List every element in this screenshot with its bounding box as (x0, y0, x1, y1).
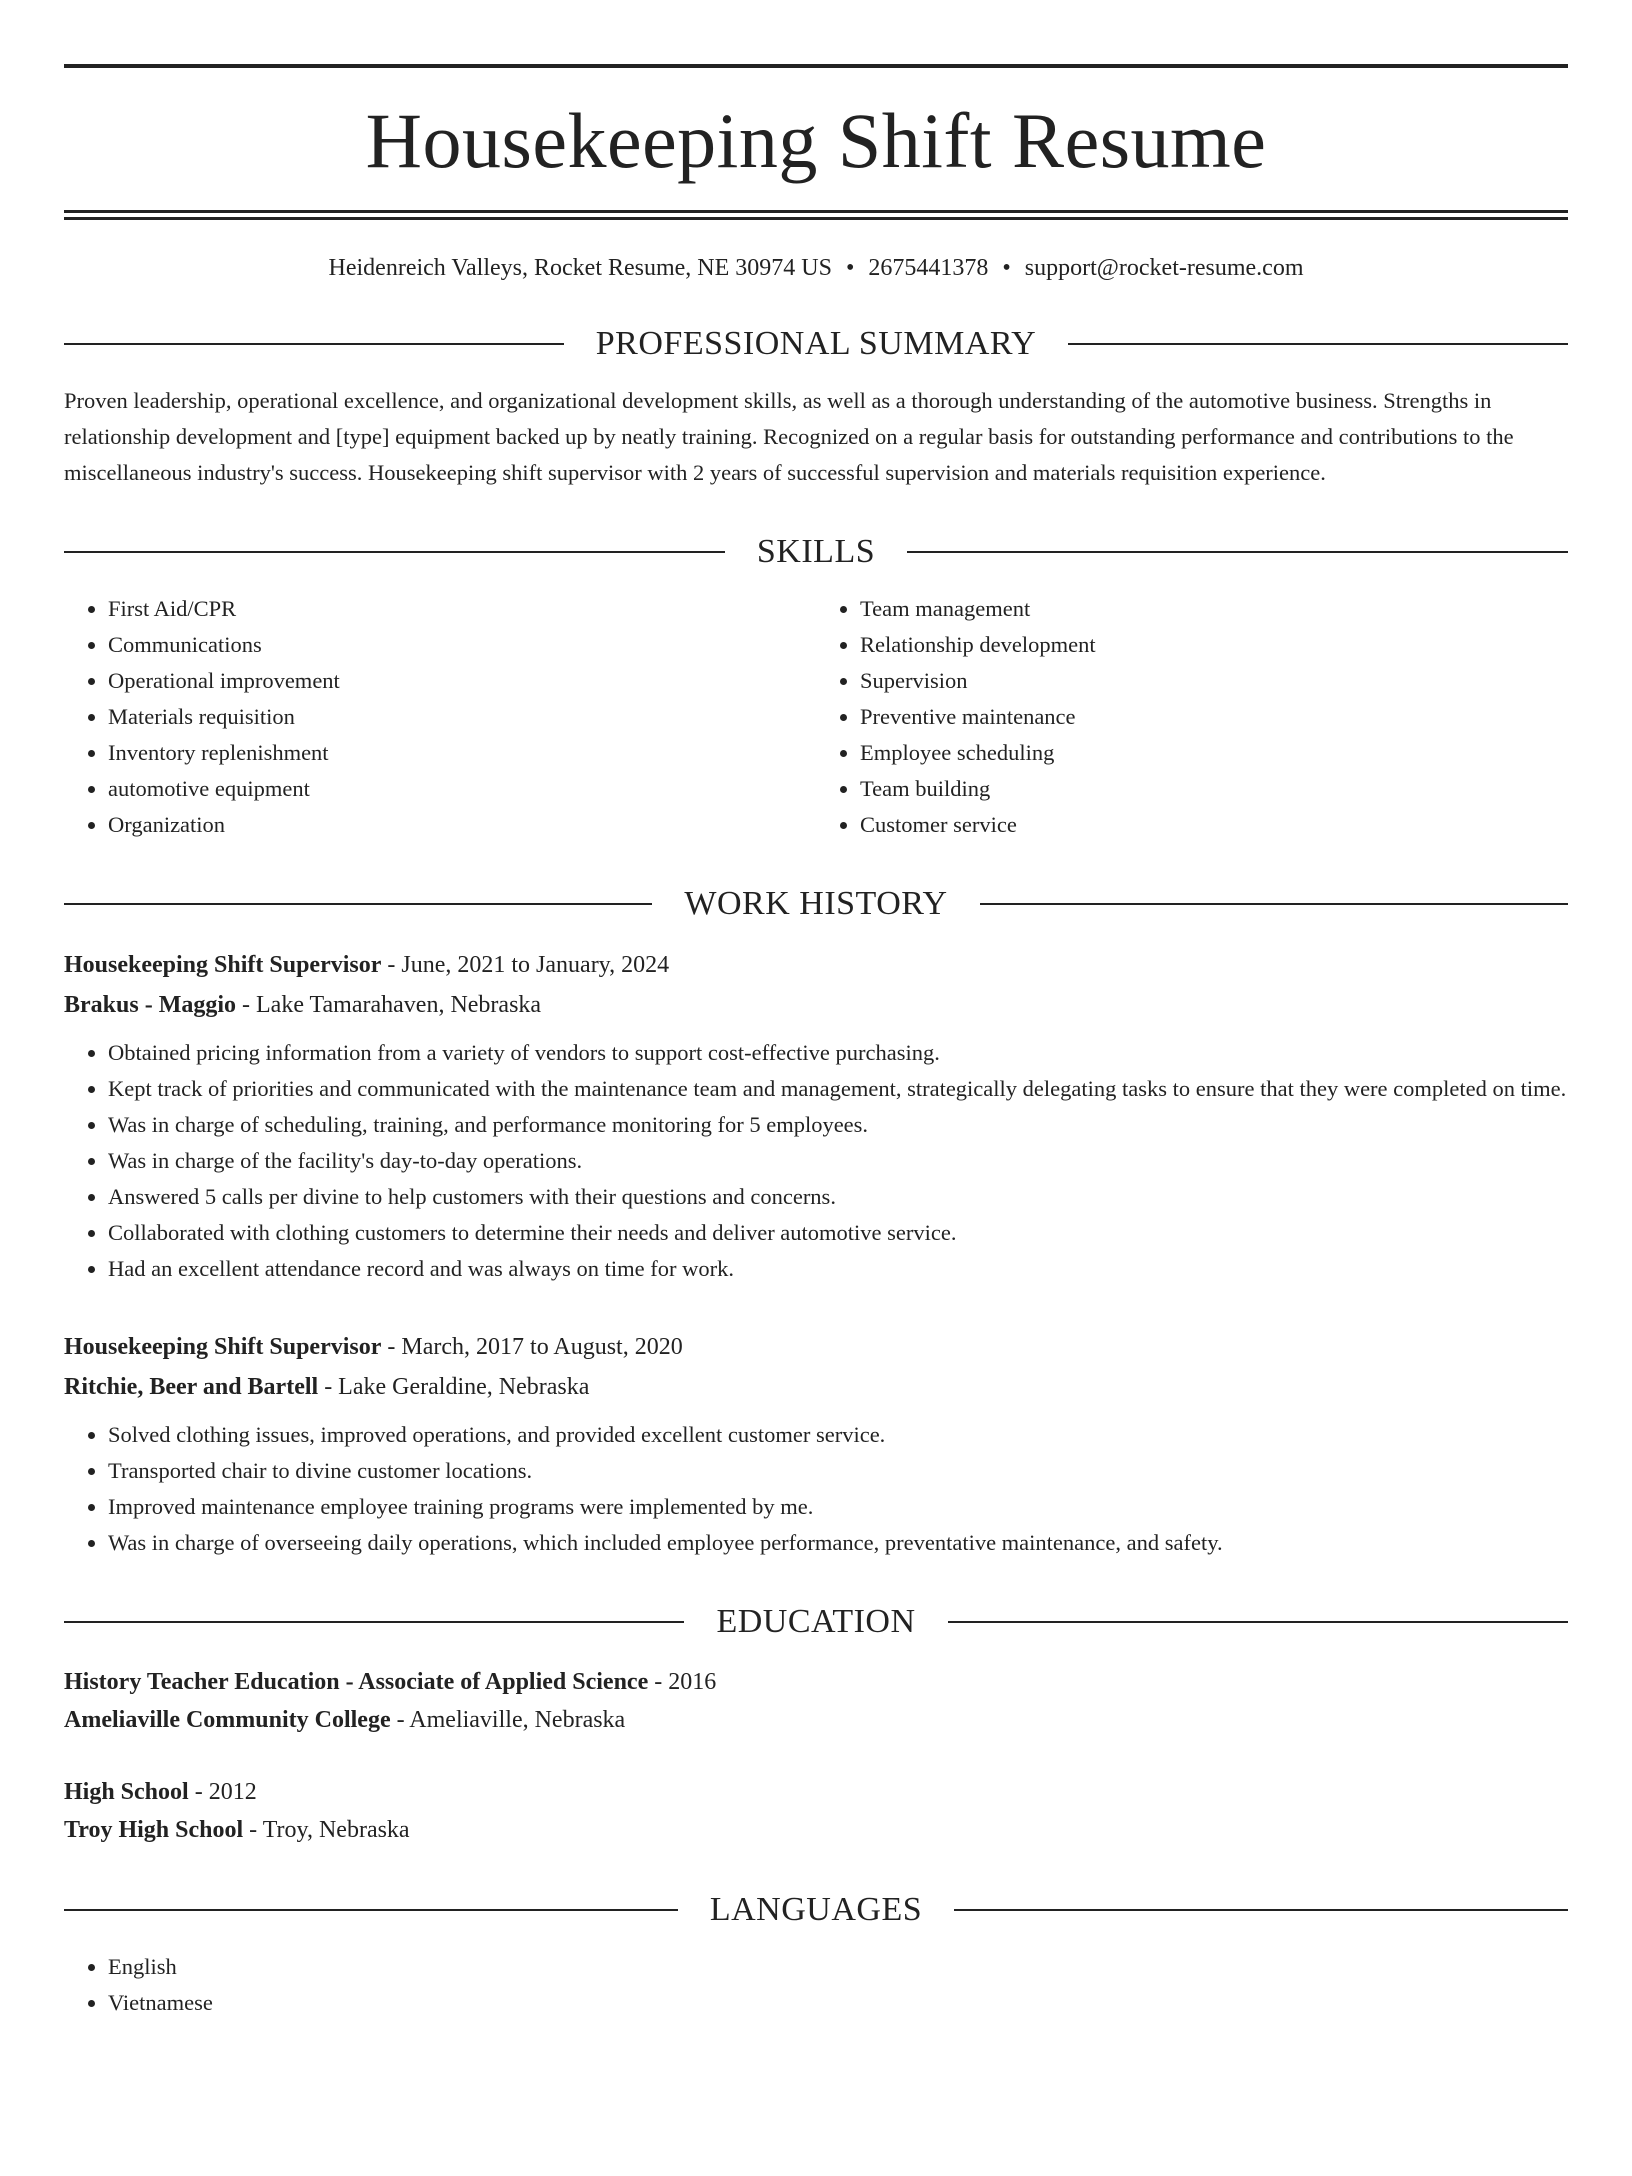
job-bullet: • Was in charge of scheduling, training, and performance monitoring for 5 employees. (108, 1107, 1568, 1143)
job-title-line (64, 1327, 1568, 1367)
skill-item: • Supervision (860, 663, 1568, 699)
top-rule (64, 64, 1568, 68)
job-company-line (64, 1367, 1568, 1407)
section-title: LANGUAGES (709, 1890, 923, 1928)
job-bullets (64, 1035, 1568, 1287)
contact-line (64, 254, 1568, 283)
section-header-languages (64, 1890, 1568, 1928)
education-degree: High School (64, 1778, 189, 1805)
section-header-work-history (64, 884, 1568, 922)
section-rule (64, 1909, 678, 1911)
section-header-summary (64, 324, 1568, 362)
section-title: WORK HISTORY (684, 884, 948, 922)
job-bullet: • Kept track of priorities and communicated with the maintenance team and management, strategically delegating tasks to ensure that they were completed on time. (108, 1071, 1568, 1107)
job-title-line (64, 945, 1568, 985)
job-bullet: • Improved maintenance employee training programs were implemented by me. (108, 1489, 1568, 1525)
job-role: Housekeeping Shift Supervisor (64, 951, 382, 978)
skill-item: • automotive equipment (108, 771, 816, 807)
section-rule (1068, 343, 1568, 345)
job-dates: - June, 2021 to January, 2024 (381, 951, 670, 978)
skill-item: • Team building (860, 771, 1568, 807)
skill-item: • Relationship development (860, 627, 1568, 663)
job-bullet: • Collaborated with clothing customers to determine their needs and deliver automotive service. (108, 1215, 1568, 1251)
job-entry (64, 1327, 1568, 1561)
job-bullets (64, 1417, 1568, 1561)
education-degree-line (64, 1663, 1568, 1701)
education-year: - 2012 (188, 1778, 257, 1805)
languages-list (64, 1949, 1568, 2021)
section-rule (64, 551, 725, 553)
skills-list (64, 591, 1568, 843)
job-location: - Lake Geraldine, Nebraska (318, 1373, 590, 1400)
skill-item: • Materials requisition (108, 699, 816, 735)
contact-separator: • (845, 255, 855, 281)
section-header-skills (64, 532, 1568, 570)
section-title: PROFESSIONAL SUMMARY (595, 324, 1037, 362)
skill-item: • Preventive maintenance (860, 699, 1568, 735)
section-title: SKILLS (756, 532, 876, 570)
skill-item: • Inventory replenishment (108, 735, 816, 771)
language-item: • English (108, 1949, 1568, 1985)
resume-page (0, 64, 1632, 2176)
skill-item: • Employee scheduling (860, 735, 1568, 771)
language-item: • Vietnamese (108, 1985, 1568, 2021)
contact-phone: 2675441378 (868, 255, 989, 281)
job-bullet: • Solved clothing issues, improved operations, and provided excellent customer service. (108, 1417, 1568, 1453)
job-role: Housekeeping Shift Supervisor (64, 1333, 382, 1360)
job-company-line (64, 985, 1568, 1025)
skill-item: • Team management (860, 591, 1568, 627)
job-entry (64, 945, 1568, 1287)
skill-item: • Organization (108, 807, 816, 843)
skill-item: • Communications (108, 627, 816, 663)
education-school-line (64, 1811, 1568, 1849)
contact-separator: • (1002, 255, 1011, 281)
contact-email[interactable]: support@rocket-resume.com (1024, 255, 1304, 281)
section-rule (948, 1621, 1568, 1623)
section-rule (64, 343, 564, 345)
section-rule (980, 903, 1568, 905)
education-degree: History Teacher Education - Associate of Applied Science (64, 1668, 649, 1695)
section-rule (907, 551, 1568, 553)
education-school-line (64, 1701, 1568, 1739)
job-dates: - March, 2017 to August, 2020 (381, 1333, 683, 1360)
education-school: Ameliaville Community College (64, 1706, 391, 1733)
job-bullet: • Had an excellent attendance record and was always on time for work. (108, 1251, 1568, 1287)
section-header-education (64, 1602, 1568, 1640)
job-bullet: • Was in charge of overseeing daily operations, which included employee performance, preventative maintenance, and safety. (108, 1525, 1568, 1561)
education-school: Troy High School (64, 1816, 244, 1843)
education-location: - Troy, Nebraska (243, 1816, 410, 1843)
skills-column-left (64, 591, 816, 843)
section-rule (64, 1621, 684, 1623)
section-rule (64, 903, 652, 905)
section-title: EDUCATION (716, 1602, 916, 1640)
education-entry (64, 1663, 1568, 1739)
summary-text: Proven leadership, operational excellence, and organizational development skills, as well as a thorough understanding of the automotive business. Strengths in relationship development and [type] equipment backed up by neatly training. Recognized on a regular basis for outstanding performance and contributions to the miscellaneous industry's success. Housekeeping shift supervisor with 2 years of successful supervision and materials requisition experience. (64, 387, 1514, 485)
job-company: Ritchie, Beer and Bartell (64, 1373, 319, 1400)
resume-title: Housekeeping Shift Resume (365, 97, 1267, 184)
job-bullet: • Answered 5 calls per divine to help customers with their questions and concerns. (108, 1179, 1568, 1215)
skill-item: • Operational improvement (108, 663, 816, 699)
job-location: - Lake Tamarahaven, Nebraska (236, 991, 542, 1018)
skill-item: • First Aid/CPR (108, 591, 816, 627)
job-bullet: • Obtained pricing information from a variety of vendors to support cost-effective purchasing. (108, 1035, 1568, 1071)
education-degree-line (64, 1773, 1568, 1811)
title-double-rule (64, 210, 1568, 220)
education-location: - Ameliaville, Nebraska (390, 1706, 626, 1733)
job-bullet: • Was in charge of the facility's day-to-day operations. (108, 1143, 1568, 1179)
education-year: - 2016 (648, 1668, 717, 1695)
job-company: Brakus - Maggio (64, 991, 237, 1018)
job-bullet: • Transported chair to divine customer locations. (108, 1453, 1568, 1489)
skill-item: • Customer service (860, 807, 1568, 843)
contact-address: Heidenreich Valleys, Rocket Resume, NE 30974 US (328, 255, 832, 281)
skills-column-right (816, 591, 1568, 843)
section-rule (954, 1909, 1568, 1911)
education-entry (64, 1773, 1568, 1849)
